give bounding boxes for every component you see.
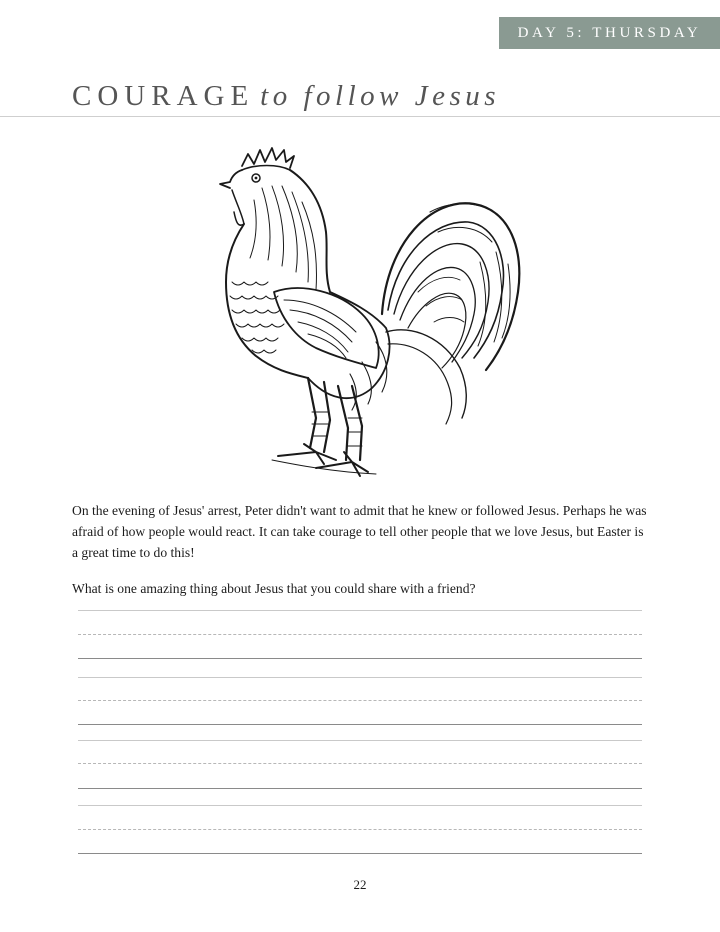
title-divider bbox=[0, 116, 720, 117]
writing-line-mid bbox=[78, 829, 642, 830]
page-title bbox=[72, 78, 500, 114]
writing-line-mid bbox=[78, 634, 642, 635]
writing-line-mid bbox=[78, 763, 642, 764]
writing-line-top bbox=[78, 740, 642, 741]
writing-line-top bbox=[78, 610, 642, 611]
rooster-illustration bbox=[212, 142, 532, 484]
day-label: DAY 5: THURSDAY bbox=[517, 25, 702, 41]
day-label-tab bbox=[499, 17, 720, 49]
writing-line-base bbox=[78, 658, 642, 659]
page-title-main: COURAGE bbox=[72, 80, 255, 112]
reflection-question: What is one amazing thing about Jesus that you could share with a friend? bbox=[72, 581, 476, 596]
writing-line-base bbox=[78, 853, 642, 854]
writing-line-top bbox=[78, 677, 642, 678]
writing-line-mid bbox=[78, 700, 642, 701]
page-title-sub: to follow Jesus bbox=[260, 80, 501, 112]
writing-line-top bbox=[78, 805, 642, 806]
writing-line-base bbox=[78, 724, 642, 725]
page-number: 22 bbox=[353, 877, 367, 892]
writing-line-base bbox=[78, 788, 642, 789]
intro-paragraph: On the evening of Jesus' arrest, Peter didn't want to admit that he knew or followed Jesus. Perhaps he was afraid of how people would react. It can take courage to tell other people that we love Jesus, but Easter is a great time to do this! bbox=[72, 503, 647, 560]
